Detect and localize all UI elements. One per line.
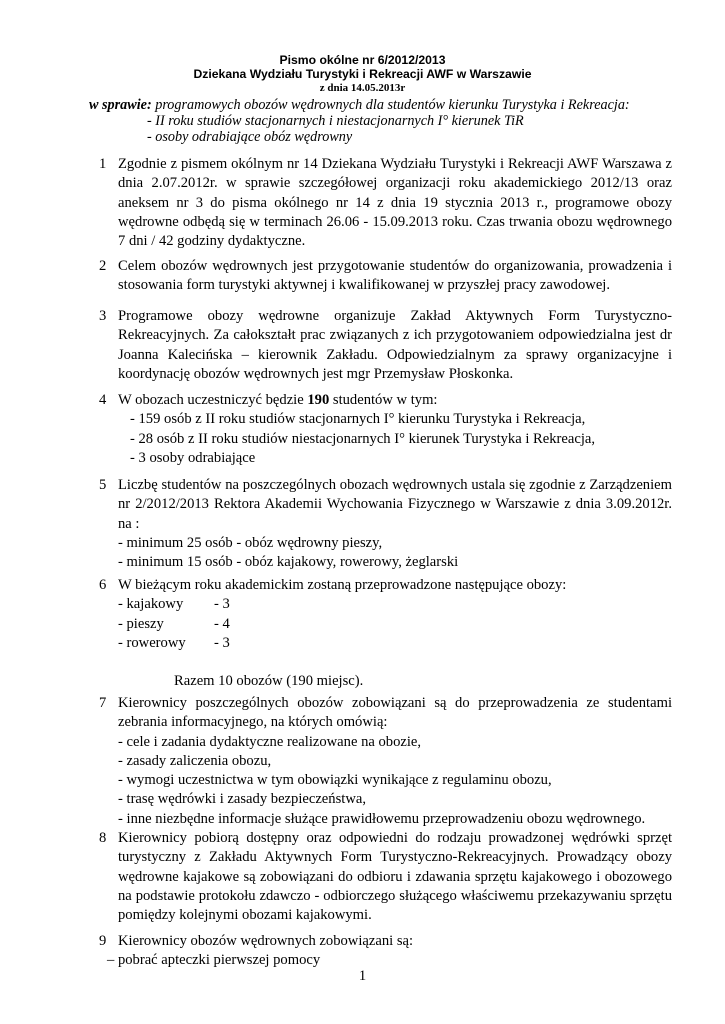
- camp-type: - pieszy: [118, 615, 164, 632]
- item-number: 1: [99, 156, 107, 172]
- list-item: – pobrać apteczki pierwszej pomocy: [107, 952, 321, 969]
- list-item: - 28 osób z II roku studiów niestacjonarnych I° kierunek Turystyka i Rekreacja,: [130, 430, 596, 447]
- list-item: - trasę wędrówki i zasady bezpieczeństwa,: [118, 791, 366, 808]
- item-number: 5: [99, 477, 107, 493]
- item-number: 8: [99, 830, 107, 846]
- item-number: 4: [99, 392, 107, 408]
- camp-type: - rowerowy: [118, 634, 186, 651]
- list-item: - minimum 25 osób - obóz wędrowny pieszy,: [118, 534, 383, 551]
- camp-type: - kajakowy: [118, 596, 184, 613]
- item-text: Celem obozów wędrownych jest przygotowanie studentów do organizowania, prowadzenia i stosowania form turystyki aktywnej i kwalifikowanej w przyszłej pracy zawodowej.: [118, 258, 672, 294]
- list-item: - inne niezbędne informacje służące prawidłowemu przeprowadzeniu obozu wędrownego.: [118, 810, 646, 827]
- subject-text: programowych obozów wędrownych dla studentów kierunku Turystyka i Rekreacja:: [151, 97, 630, 113]
- page-number: 1: [358, 968, 367, 984]
- camp-count: - 3: [214, 596, 230, 613]
- list-item: - cele i zadania dydaktyczne realizowane na obozie,: [118, 733, 422, 750]
- camp-total: Razem 10 obozów (190 miejsc).: [174, 673, 364, 690]
- item-text: Programowe obozy wędrowne organizuje Zakład Aktywnych Form Turystyczno-Rekreacyjnych. Za całokształt prac związanych z ich przygotowaniem odpowiedzialna jest dr Joanna Kalecińska – kierownik Zakładu. Odpowiedzialnym za sprawy organizacyjne i koordynację obozów wędrownych jest mgr Przemysław Płoskonka.: [118, 308, 672, 382]
- list-item: - 3 osoby odrabiające: [130, 449, 256, 466]
- subject-lead: w sprawie:: [89, 97, 152, 113]
- date-line: z dnia 14.05.2013r: [319, 82, 406, 94]
- camp-type-row: [118, 634, 672, 653]
- subject-sub-1: - II roku studiów stacjonarnych i niestacjonarnych I° kierunek TiR: [147, 113, 524, 129]
- item-number: 9: [99, 933, 107, 949]
- intro-part: studentów w tym:: [329, 392, 438, 408]
- item-text: Zgodnie z pismem okólnym nr 14 Dziekana Wydziału Turystyki i Rekreacji AWF Warszawa z dnia 2.07.2012r. w sprawie szczegółowej organizacji roku akademickiego 2012/13 oraz aneksem nr 3 do pisma okólnego nr 14 z dnia 19 stycznia 2013 r., programowe obozy wędrowne odbędą się w terminach 26.06 - 15.09.2013 roku. Czas trwania obozu wędrownego 7 dni / 42 godziny dydaktyczne.: [118, 156, 672, 250]
- item-number: 6: [99, 577, 107, 593]
- issuer-line: Dziekana Wydziału Turystyki i Rekreacji AWF w Warszawie: [193, 67, 532, 81]
- item-number: 3: [99, 308, 107, 324]
- camp-count: - 4: [214, 615, 230, 632]
- item-number: 7: [99, 695, 107, 711]
- list-item: - wymogi uczestnictwa w tym obowiązki wynikające z regulaminu obozu,: [118, 772, 552, 789]
- item-intro: W bieżącym roku akademickim zostaną przeprowadzone następujące obozy:: [118, 577, 567, 593]
- intro-part: W obozach uczestniczyć będzie: [118, 392, 308, 408]
- camp-count: - 3: [214, 634, 230, 651]
- camp-type-row: [118, 595, 672, 614]
- item-text: Liczbę studentów na poszczególnych obozach wędrownych ustala się zgodnie z Zarządzeniem nr 2/2012/2013 Rektora Akademii Wychowania Fizycznego w Warszawie z dnia 3.09.2012r. na :: [118, 477, 672, 532]
- subject-block: [89, 97, 630, 145]
- item-intro: [118, 391, 672, 410]
- item-text: Kierownicy pobiorą dostępny oraz odpowiedni do rodzaju prowadzonej wędrówki sprzęt turystyczny z Zakładu Aktywnych Form Turystyczno-Rekreacyjnych. Prowadzący obozy wędrowne kajakowe są zobowiązani do odbioru i zdawania sprzętu kajakowego i obozowego na podstawie protokołu zdawczo - odbiorczego służącego właściwemu przekazywaniu sprzętu pomiędzy kolejnymi obozami kajakowymi.: [118, 830, 672, 924]
- list-item: - minimum 15 osób - obóz kajakowy, rowerowy, żeglarski: [118, 554, 459, 571]
- list-item: - zasady zaliczenia obozu,: [118, 752, 272, 769]
- student-count: 190: [307, 392, 330, 408]
- list-item: - 159 osób z II roku studiów stacjonarnych I° kierunku Turystyka i Rekreacja,: [130, 411, 586, 428]
- camp-type-row: [118, 615, 672, 634]
- item-number: 2: [99, 258, 107, 274]
- item-intro: Kierownicy poszczególnych obozów zobowiązani są do przeprowadzenia ze studentami zebrania informacyjnego, na których omówią:: [118, 695, 672, 731]
- subject-sub-2: - osoby odrabiające obóz wędrowny: [147, 129, 353, 145]
- letter-title: Pismo okólne nr 6/2012/2013: [279, 53, 446, 67]
- item-intro: Kierownicy obozów wędrownych zobowiązani są:: [118, 933, 414, 949]
